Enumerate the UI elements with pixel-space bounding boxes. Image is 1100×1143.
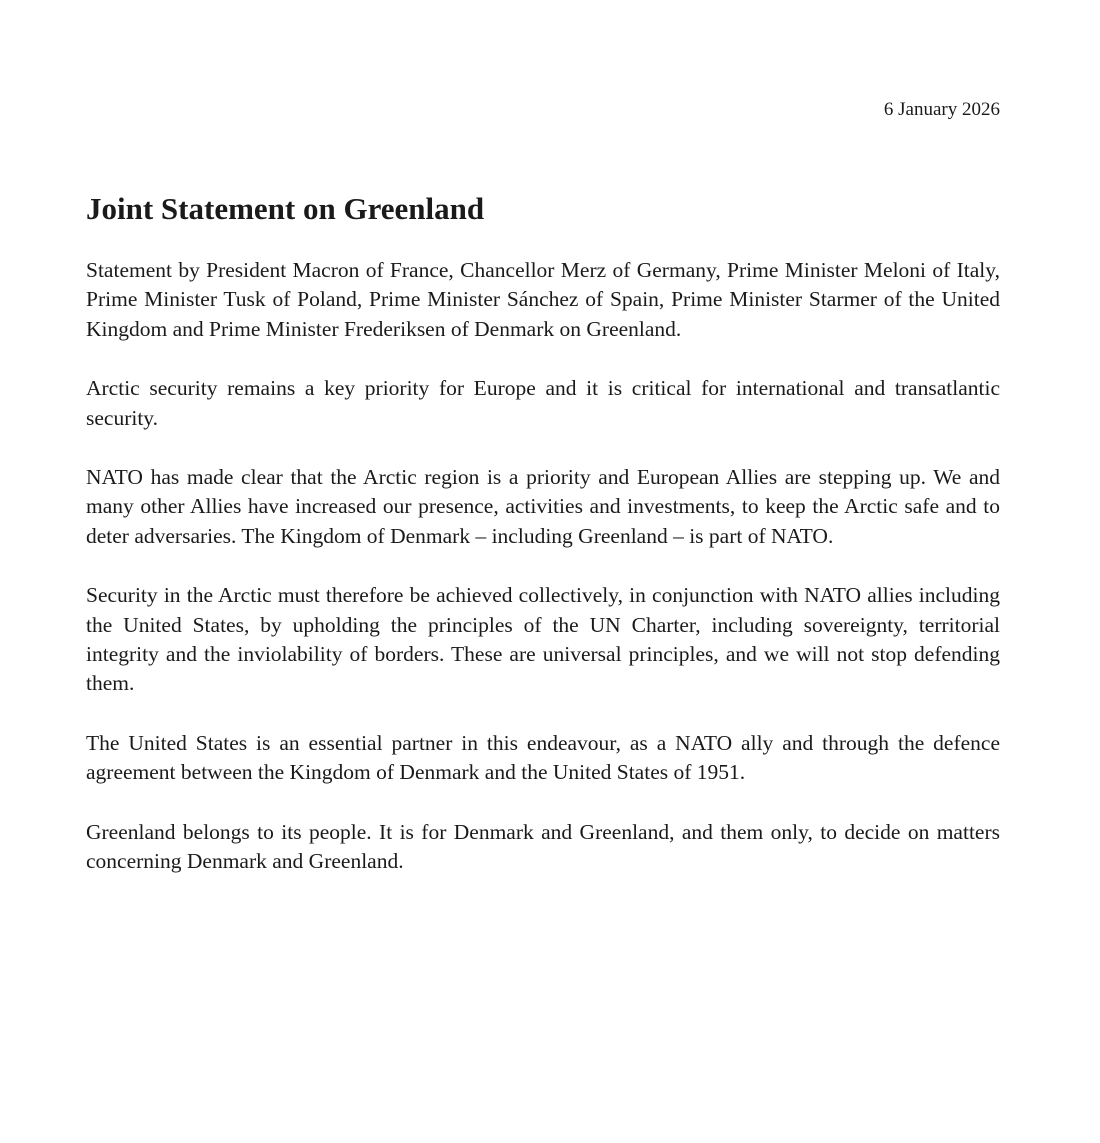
paragraph-united-states: The United States is an essential partner in this endeavour, as a NATO ally and through the defence agreement between the Kingdom of Denmark and the United States of 1951. xyxy=(86,730,1000,785)
paragraph-signatories: Statement by President Macron of France, Chancellor Merz of Germany, Prime Minister Meloni of Italy, Prime Minister Tusk of Poland, Prime Minister Sánchez of Spain, Prime Minister Starmer of the United Kingdom and Prime Minister Frederiksen of Denmark on Greenland. xyxy=(86,258,1000,341)
paragraph-greenland-people: Greenland belongs to its people. It is for Denmark and Greenland, and them only, to decide on matters concerning Denmark and Greenland. xyxy=(86,819,1000,874)
paragraph-nato: NATO has made clear that the Arctic region is a priority and European Allies are stepping up. We and many other Allies have increased our presence, activities and investments, to keep the Arctic safe and to deter adversaries. The Kingdom of Denmark – including Greenland – is part of NATO. xyxy=(86,465,1000,548)
paragraph-arctic-security: Arctic security remains a key priority for Europe and it is critical for international and transatlantic security. xyxy=(86,376,1000,430)
document-body xyxy=(86,256,1000,907)
document-title: Joint Statement on Greenland xyxy=(86,191,485,226)
paragraph-collective-security: Security in the Arctic must therefore be achieved collectively, in conjunction with NATO allies including the United States, by upholding the principles of the UN Charter, including sovereignty, territorial integrity and the inviolability of borders. These are universal principles, and we will not stop defending them. xyxy=(86,583,1000,696)
document-date: 6 January 2026 xyxy=(883,99,1000,120)
